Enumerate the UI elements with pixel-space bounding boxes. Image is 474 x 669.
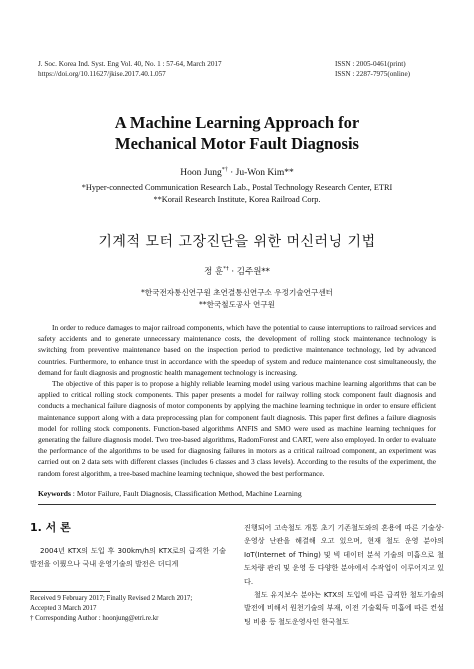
accepted-date: Accepted 3 March 2017 <box>30 605 97 612</box>
author-name-1: Hoon Jung <box>180 168 222 179</box>
korean-title: 기계적 모터 고장진단을 위한 머신러닝 기법 <box>98 234 376 250</box>
korean-author-1: 정 훈 <box>204 266 224 277</box>
footnote-divider <box>30 591 110 592</box>
author-list <box>0 164 474 179</box>
abstract-paragraph-2: The objective of this paper is to propose a highly reliable learning model using various machine learning algorithms that can be applied to critical rolling stock components. This paper presents a model for railway rolling stock component fault diagnosis and conducts a mechanical failure diagnosis of motor components by applying the machine learning technique in order to ensure efficient maintenance support along with a data preprocessing plan for component fault diagnosis. This paper first defines a failure diagnosis model for rolling stock components. Function-based algorithms ANFIS and SMO were used as machine learning techniques for generating the failure diagnosis model. Two tree-based algorithms, RadomForest and CART, were also employed. In order to evaluate the performance of the algorithms to be used for diagnosing failures in motors as a critical railroad component, an experiment was carried out on 2 data sets with different classes (includes 6 classes and 3 class levels). According to the results of the experiment, the random forest algorithm, a tree-based machine learning technique, showed the best performance. <box>38 379 436 478</box>
korean-author-marker: *† <box>223 266 229 272</box>
left-column-paragraph: 2004년 KTX의 도입 후 300km/h의 KTX로의 급격한 기술 발전을 이뤘으나 국내 운영기술의 발전은 더디게 <box>30 546 226 569</box>
korean-affiliation-2: **한국철도공사 연구원 <box>198 300 276 309</box>
keywords-text: : Motor Failure, Fault Diagnosis, Classification Method, Machine Learning <box>70 489 302 498</box>
doi-link[interactable]: https://doi.org/10.11627/jkise.2017.40.1.057 <box>38 70 166 78</box>
left-column <box>30 544 226 571</box>
abstract-paragraph-1: In order to reduce damages to major railroad components, which have the potential to cause interruptions to railroad services and safety accidents and to generate unnecessary maintenance costs, the development of rolling stock maintenance technology is switching from preventive maintenance based on the inspection period to predictive maintenance technology, led by advanced countries. Furthermore, to enhance trust in accordance with the speedup of system and reduce maintenance cost simultaneously, the demand for fault diagnosis and prognostic health management technology is increasing. <box>38 323 436 377</box>
author-marker-1: *† <box>221 167 228 173</box>
paper-title-line2: Mechanical Motor Fault Diagnosis <box>115 134 359 153</box>
right-column <box>244 521 444 628</box>
right-column-paragraph-1: 진행되어 고속철도 개통 초기 기존철도와의 혼용에 따른 기술상·운영상 난관을 해결해 오고 있으며, 현재 철도 운영 분야의 IoT(Internet of Thing) 및 빅 데이터 분석 기술의 미흡으로 철도차량 관리 및 운영 등 다양한 분야에서 수작업이 이루어지고 있다. <box>244 523 444 586</box>
journal-citation: J. Soc. Korea Ind. Syst. Eng Vol. 40, No. 1 : 57-64, March 2017 <box>38 60 222 68</box>
section-heading: 1. 서 론 <box>30 521 71 534</box>
keywords <box>38 488 436 499</box>
korean-author-list <box>0 263 474 278</box>
affiliation-2: **Korail Research Institute, Korea Railroad Corp. <box>153 195 321 204</box>
corresponding-author: † Corresponding Author : hoonjung@etri.re.kr <box>30 615 159 622</box>
affiliation-1: *Hyper-connected Communication Research Lab., Postal Technology Research Center, ETRI <box>81 183 393 192</box>
paper-title-line1: A Machine Learning Approach for <box>114 113 360 132</box>
issn-online: ISSN : 2287-7975(online) <box>335 70 411 78</box>
abstract <box>38 322 436 479</box>
keywords-label: Keywords <box>38 489 71 498</box>
korean-affiliation-1: *한국전자통신연구원 초연결통신연구소 우정기술연구센터 <box>140 288 333 297</box>
author-name-2: · Ju-Won Kim** <box>227 168 294 179</box>
korean-author-2: · 김주원** <box>228 266 270 277</box>
received-date: Received 9 February 2017; Finally Revised 2 March 2017; <box>30 595 193 602</box>
right-column-paragraph-2: 철도 유지보수 분야는 KTX의 도입에 따른 급격한 철도기술의 발전에 비해서 원천기술의 부재, 이전 기술획득 미흡에 따른 컨설팅 비용 등 철도운영사인 한국철도 <box>244 590 444 626</box>
keywords-divider <box>38 504 436 505</box>
issn-print: ISSN : 2005-0461(print) <box>335 60 406 68</box>
footnotes <box>30 594 226 624</box>
